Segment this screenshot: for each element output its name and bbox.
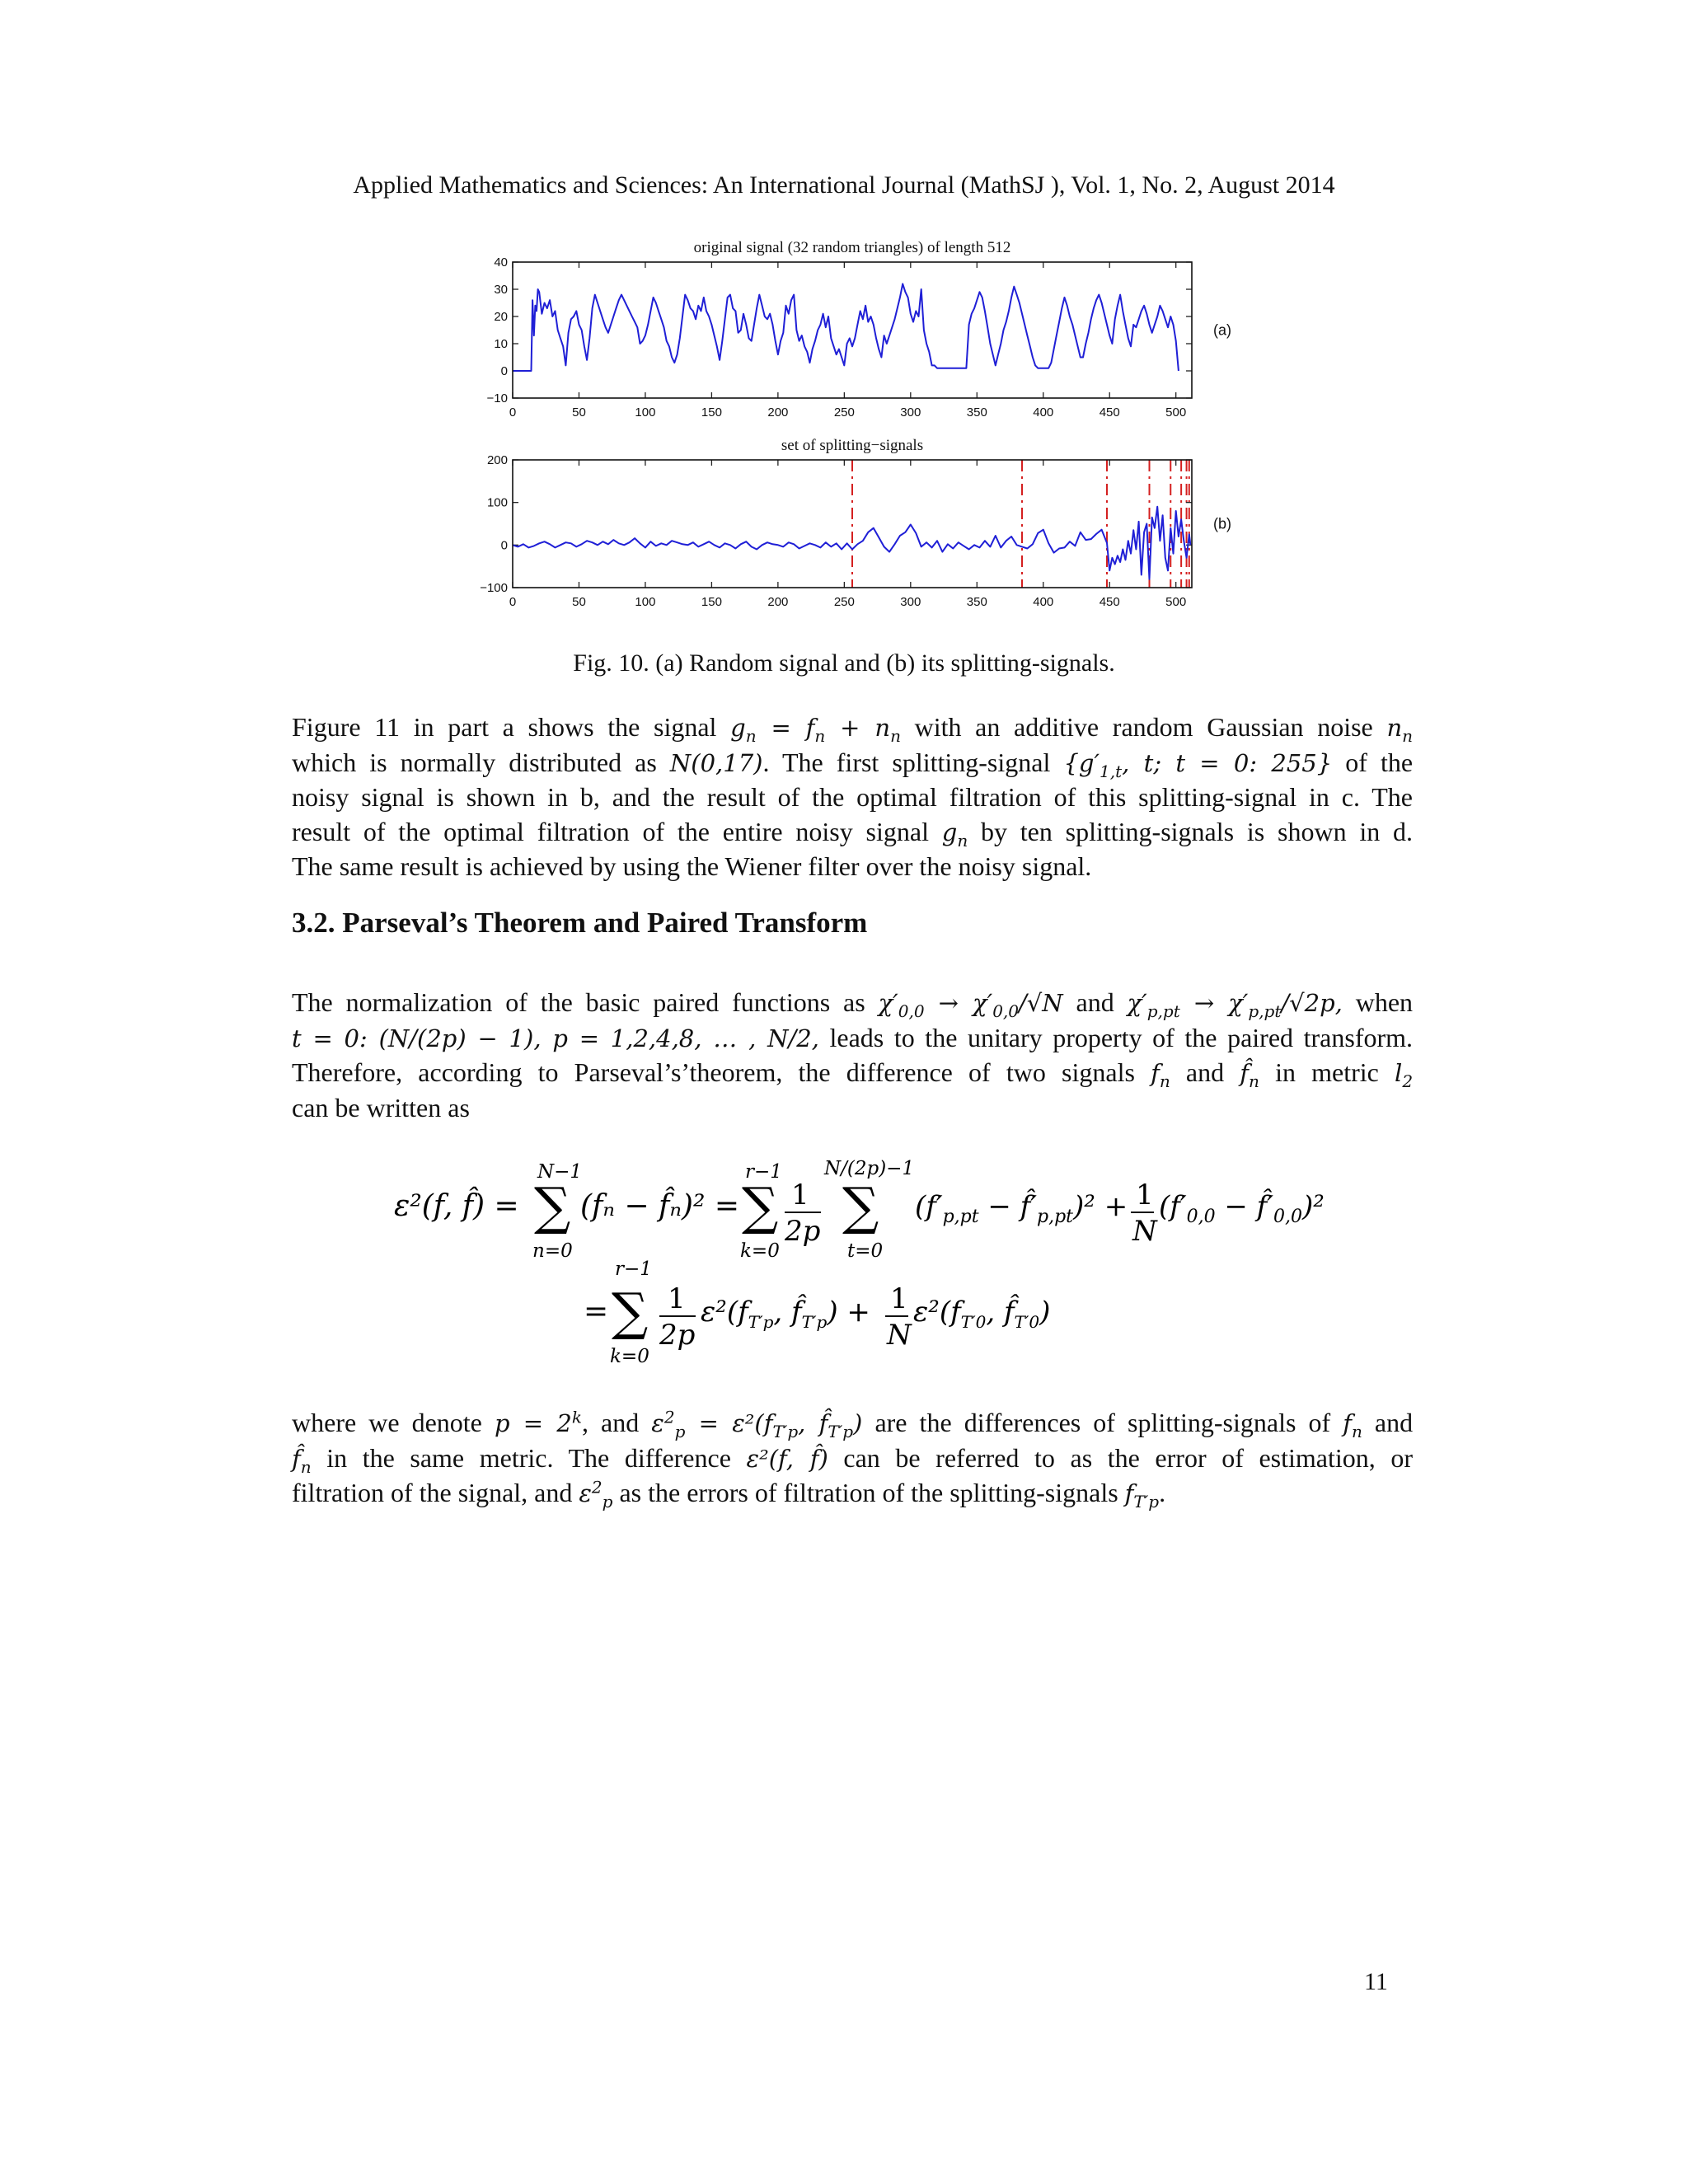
x-tick-label: 0 <box>509 595 517 609</box>
sum-upper-limit: r−1 <box>615 1258 652 1280</box>
sum-sign: ∑ <box>742 1176 779 1236</box>
x-tick-label: 250 <box>833 405 855 419</box>
equation-lhs: ε²(f, f̂) = <box>394 1189 519 1223</box>
fraction-numerator: 1 <box>890 1282 908 1315</box>
sum-upper-limit: r−1 <box>745 1161 782 1183</box>
chart-panel-b <box>480 437 1231 609</box>
fraction-denominator: N <box>1132 1215 1157 1248</box>
paragraph-line: Figure 11 in part a shows the signal $g_n = f_n + n_n$ with an additive random Gaussian noise $n_n$ <box>292 712 1414 746</box>
y-tick-label: 200 <box>486 453 508 467</box>
x-tick-label: 450 <box>1099 595 1120 609</box>
equation-term: $\varepsilon^2(f_{T'p}$, $f̂_{T'p}$) + <box>701 1296 870 1332</box>
chart-title: original signal (32 random triangles) of length 512 <box>693 239 1011 256</box>
x-tick-label: 500 <box>1165 405 1187 419</box>
fraction-numerator: 1 <box>668 1282 686 1315</box>
sum-sign: ∑ <box>842 1176 879 1236</box>
sum-sign: ∑ <box>534 1176 571 1236</box>
fraction-numerator: 1 <box>791 1179 809 1212</box>
sum-upper-limit: N−1 <box>537 1161 583 1183</box>
paragraph-line: can be written as <box>292 1092 470 1122</box>
x-tick-label: 400 <box>1033 405 1054 419</box>
y-tick-label: 30 <box>494 283 508 297</box>
panel-label: (a) <box>1213 321 1231 339</box>
x-tick-label: 50 <box>572 405 586 419</box>
paragraph-line: result of the optimal filtration of the entire noisy signal $g_n$ by ten splitting-signals is shown in d. <box>292 816 1414 851</box>
equation-term: ($f'_{p,pt}$ − $f̂'_{p,pt})^2$ + <box>915 1190 1128 1227</box>
plot-frame <box>513 460 1192 588</box>
paragraph-figure-11 <box>292 710 1413 884</box>
panel-label: (b) <box>1213 515 1231 532</box>
y-tick-label: 10 <box>494 337 508 351</box>
y-tick-label: 0 <box>500 364 508 378</box>
chart-panel-a <box>487 239 1231 419</box>
series-line <box>513 284 1179 371</box>
x-tick-label: 400 <box>1033 595 1054 609</box>
paragraph-line: noisy signal is shown in b, and the result of the optimal filtration of this splitting-signal in c. The <box>292 782 1413 812</box>
equation-equals: = <box>584 1295 609 1329</box>
plot-frame <box>513 262 1192 398</box>
fraction-denominator: 2p <box>659 1319 696 1352</box>
sum-lower-limit: n=0 <box>532 1240 573 1262</box>
sum-sign: ∑ <box>612 1282 649 1342</box>
x-tick-label: 300 <box>900 405 921 419</box>
x-tick-label: 50 <box>572 595 586 609</box>
y-tick-label: 40 <box>494 255 508 269</box>
sum-lower-limit: k=0 <box>610 1346 649 1367</box>
x-tick-label: 450 <box>1099 405 1120 419</box>
figure-caption: Fig. 10. (a) Random signal and (b) its splitting-signals. <box>573 649 1115 677</box>
x-tick-label: 500 <box>1165 595 1187 609</box>
paragraph-line: The same result is achieved by using the Wiener filter over the noisy signal. <box>292 851 1092 881</box>
paragraph-line: The normalization of the basic paired functions as $\chi'_{0,0} \to \chi'_{0,0}/√N$ and $\chi'_{p,pt} \to \chi'_{p,pt}/√2p$, when <box>292 987 1414 1021</box>
x-tick-label: 200 <box>767 405 789 419</box>
sum-lower-limit: k=0 <box>740 1240 780 1262</box>
x-tick-label: 100 <box>635 595 656 609</box>
parseval-equation <box>0 1150 1688 1380</box>
fraction-numerator: 1 <box>1136 1179 1154 1212</box>
x-tick-label: 350 <box>966 595 987 609</box>
x-tick-label: 200 <box>767 595 789 609</box>
chart-title: set of splitting−signals <box>781 437 924 454</box>
sum-upper-limit: N/(2p)−1 <box>824 1158 915 1179</box>
paragraph-normalization <box>292 986 1413 1125</box>
equation-term: (fₙ − f̂ₙ)² = <box>580 1189 740 1223</box>
x-tick-label: 350 <box>966 405 987 419</box>
paragraph-line: $f̂_n$ in the same metric. The difference ε²(f, f̂) can be referred to as the error of estimation, or <box>292 1442 1414 1477</box>
figure-10 <box>0 231 1688 626</box>
paragraph-error-definition <box>292 1406 1413 1511</box>
paragraph-line: t = 0: (N/(2p) − 1), p = 1,2,4,8, … , N/2, leads to the unitary property of the paired transform. <box>292 1022 1414 1052</box>
x-tick-label: 300 <box>900 595 921 609</box>
sum-lower-limit: t=0 <box>847 1240 884 1262</box>
paragraph-line: Therefore, according to Parseval’s’theorem, the difference of two signals $f_n$ and $f̂_n$ in metric $l_2$ <box>292 1057 1414 1091</box>
x-tick-label: 250 <box>833 595 855 609</box>
y-tick-label: −100 <box>480 581 508 595</box>
paragraph-line: which is normally distributed as N(0,17). The first splitting-signal {$g'_{1,t}$, t; t = 0: 255} of the <box>292 747 1414 781</box>
page-number: 11 <box>1364 1968 1388 1995</box>
y-tick-label: 0 <box>500 538 508 553</box>
y-tick-label: 20 <box>494 310 508 324</box>
x-tick-label: 150 <box>701 405 722 419</box>
paragraph-line: filtration of the signal, and $\varepsilon^2_p$ as the errors of filtration of the splitting-signals $f_{T'p}$. <box>292 1477 1166 1511</box>
y-tick-label: −10 <box>486 391 508 405</box>
x-tick-label: 0 <box>509 405 517 419</box>
x-tick-label: 150 <box>701 595 722 609</box>
y-tick-label: 100 <box>486 495 508 510</box>
journal-header: Applied Mathematics and Sciences: An International Journal (MathSJ ), Vol. 1, No. 2, August 2014 <box>353 171 1335 199</box>
fraction-denominator: N <box>887 1319 912 1352</box>
paragraph-line: where we denote $p = 2^k$, and $\varepsilon^2_p = \varepsilon^2(f_{T'p}$, $f̂_{T'p}$) are the differences of splitting-signals of $f_n$ and <box>292 1407 1414 1441</box>
x-tick-label: 100 <box>635 405 656 419</box>
fraction-denominator: 2p <box>785 1215 821 1248</box>
equation-term: ($f'_{0,0}$ − $f̂'_{0,0})^2$ <box>1159 1190 1325 1227</box>
section-heading: 3.2. Parseval’s Theorem and Paired Transform <box>292 907 868 939</box>
equation-term: $\varepsilon^2(f_{T'0}$, $f̂_{T'0}$) <box>913 1296 1051 1332</box>
